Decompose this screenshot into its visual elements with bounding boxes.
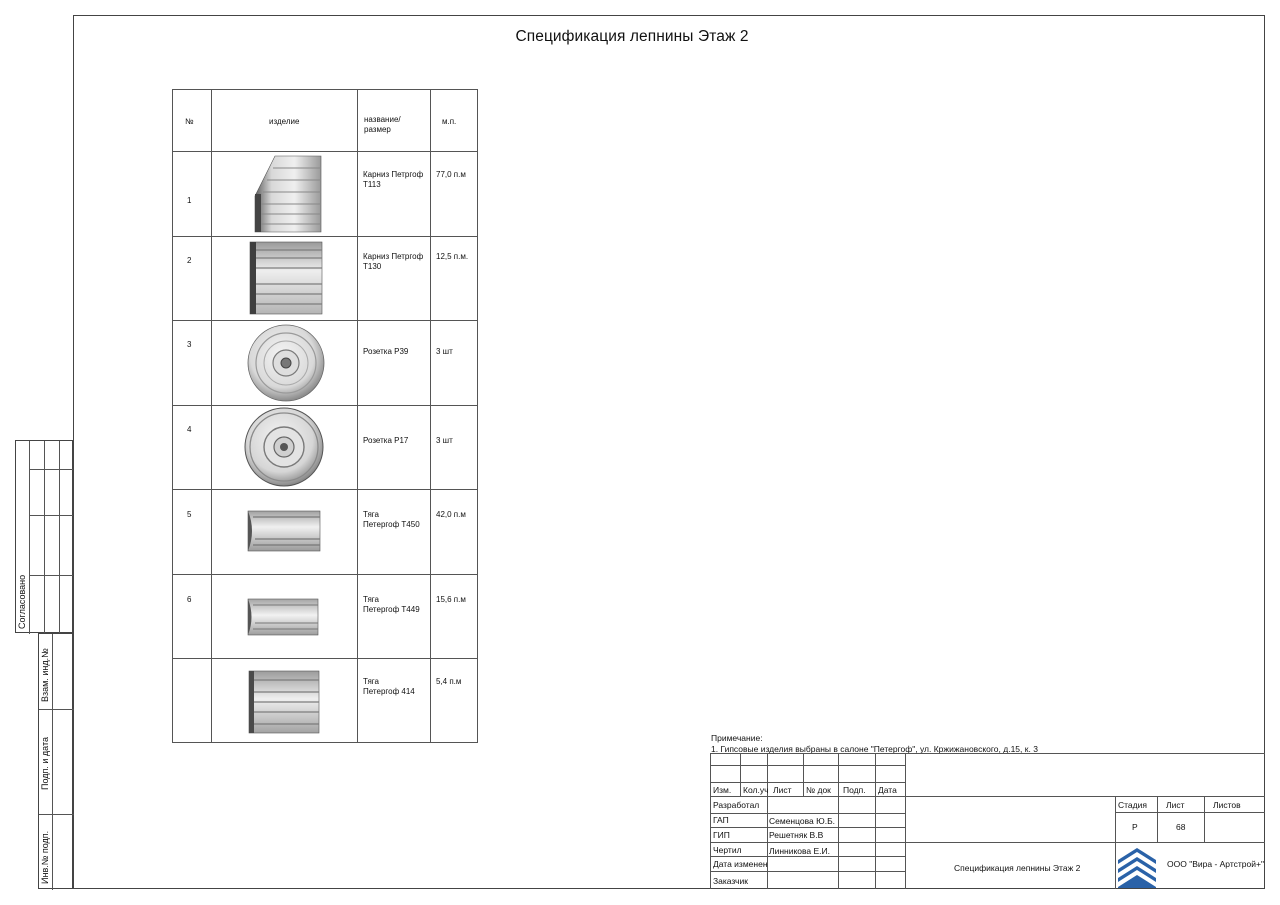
row-4-qty: 3 шт [436,436,453,445]
row-6-qty: 15,6 п.м [436,595,466,604]
note-label: Примечание: [711,733,763,743]
row-5-qty: 42,0 п.м [436,510,466,519]
row-4-num: 4 [187,425,192,434]
row-7-qty: 5,4 п.м [436,677,462,686]
row-1-name: Карниз Петргоф Т113 [363,170,424,189]
row-6-name: Тяга Петергоф Т449 [363,595,420,614]
sheet-label: Лист [1166,800,1185,810]
row-3-num: 3 [187,340,192,349]
company-name: ООО "Вира - Артстрой+" [1167,859,1264,869]
role-change-date: Дата изменен [713,859,768,869]
row-2-qty: 12,5 п.м. [436,252,469,261]
replace-inv-label: Взам. инд.№ [40,648,50,702]
note-text: 1. Гипсовые изделия выбраны в салоне "Петергоф", ул. Кржижановского, д.15, к. 3 [711,744,1038,754]
col-list: Лист [773,785,792,795]
col-doc: № док [806,785,831,795]
row-4-name: Розетка Р17 [363,436,409,445]
drawing-title: Спецификация лепнины Этаж 2 [954,863,1081,873]
title-block [710,753,1265,889]
header-num: № [185,117,194,126]
col-podp: Подп. [843,785,866,795]
left-inventory-strip [38,633,73,889]
row-6-num: 6 [187,595,192,604]
role-gap: ГАП [713,815,729,825]
cornice-profile-icon [248,240,324,316]
row-1-num: 1 [187,196,192,205]
stage-value: Р [1132,822,1138,832]
molding-strip-icon [247,597,319,637]
name-gip: Решетняк В.В [769,830,824,840]
ceiling-rosette-icon [243,406,325,488]
row-3-qty: 3 шт [436,347,453,356]
left-approval-strip [15,440,73,633]
row-5-num: 5 [187,510,192,519]
row-5-name: Тяга Петергоф Т450 [363,510,420,529]
inv-original-label: Инв.№ подп. [40,830,50,884]
role-gip: ГИП [713,830,730,840]
col-izm: Изм. [713,785,732,795]
row-3-name: Розетка Р39 [363,347,409,356]
col-kol: Кол.уч [743,785,769,795]
specification-table [172,89,478,743]
ceiling-rosette-icon [246,323,326,403]
agreed-label: Согласовано [17,574,27,629]
molding-strip-icon [247,509,321,553]
name-drafted: Линникова Е.И. [769,846,831,856]
name-gap: Семенцова Ю.Б. [769,816,836,826]
role-customer: Заказчик [713,876,748,886]
row-2-name: Карниз Петргоф Т130 [363,252,424,271]
row-1-qty: 77,0 п.м [436,170,466,179]
company-chevron-logo-icon [1116,844,1158,888]
role-drafted: Чертил [713,845,742,855]
sheet-value: 68 [1176,822,1186,832]
sign-date-label: Подп. и дата [40,736,50,790]
row-7-name: Тяга Петергоф 414 [363,677,415,696]
row-2-num: 2 [187,256,192,265]
sheet-title: Спецификация лепнины Этаж 2 [515,28,749,45]
role-developed: Разработал [713,800,760,810]
sheets-label: Листов [1213,800,1241,810]
header-qty: м.п. [442,117,457,126]
molding-strip-icon [248,670,320,734]
header-name: название/ размер [364,115,401,134]
header-item: изделие [269,117,300,126]
stage-label: Стадия [1118,800,1147,810]
col-date: Дата [878,785,897,795]
cornice-profile-icon [253,154,323,234]
